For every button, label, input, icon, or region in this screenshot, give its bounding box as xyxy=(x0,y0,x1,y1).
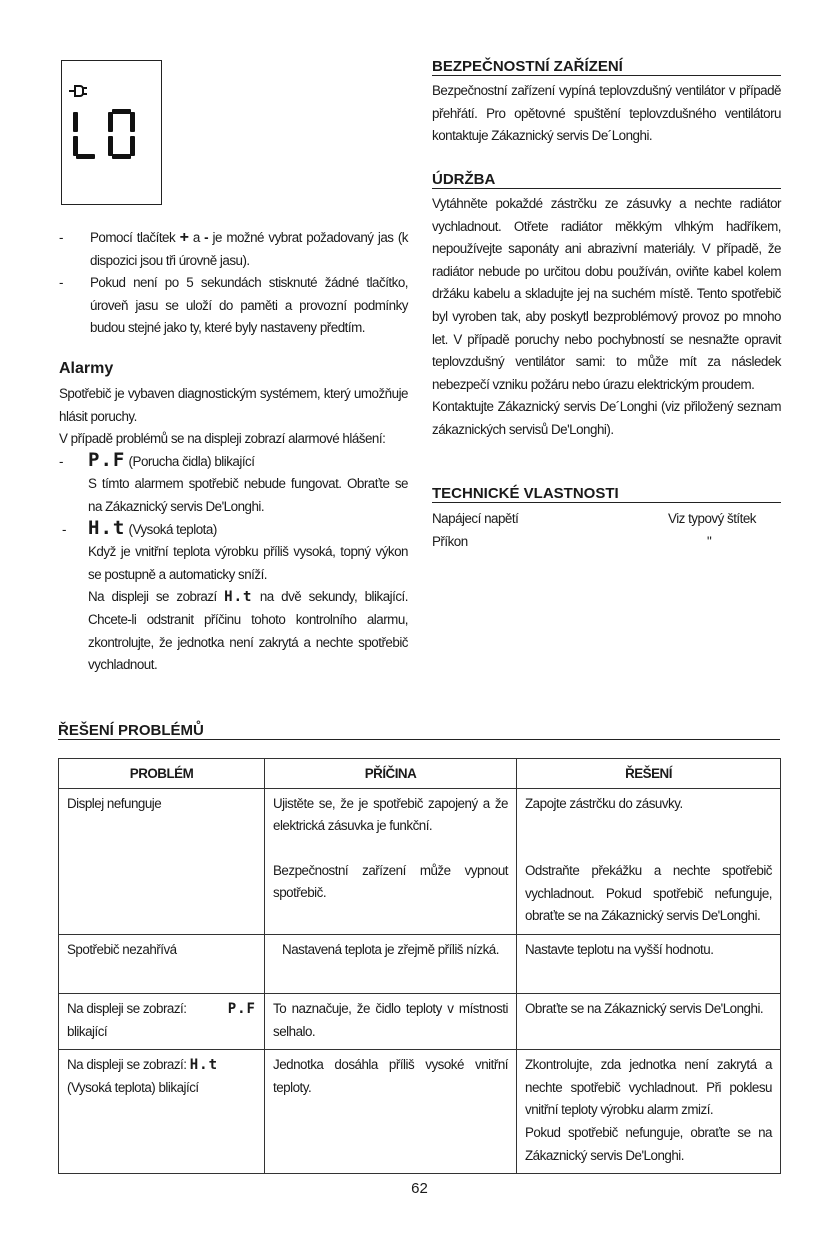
pf-code-glyph: P.F xyxy=(88,448,126,471)
alarm-label: (Vysoká teplota) xyxy=(125,521,217,537)
alarms-section xyxy=(59,383,408,677)
cause-cell: Jednotka dosáhla příliš vysoké vnitřní teploty. xyxy=(265,1050,517,1174)
column-header-cause: PŘÍČINA xyxy=(265,759,517,789)
problem-cell: Spotřebič nezahřívá xyxy=(59,934,265,993)
alarm-ht-item xyxy=(59,516,408,677)
cause-cell: Nastavená teplota je zřejmě příliš nízká. xyxy=(265,934,517,993)
cause-cell: To naznačuje, že čidlo teploty v místnosti selhalo. xyxy=(265,993,517,1049)
list-text: a xyxy=(188,230,205,245)
page-number: 62 xyxy=(411,1180,428,1197)
table-row xyxy=(59,993,781,1049)
list-item xyxy=(59,272,408,340)
spec-row xyxy=(432,531,772,554)
alarm-pf-item xyxy=(59,448,408,519)
specs-table xyxy=(432,508,772,553)
cause-text: Bezpečnostní zařízení může vypnout spotřebič. xyxy=(273,862,508,901)
alarms-intro2: V případě problémů se na displeji zobrazí alarmové hlášení: xyxy=(59,431,386,447)
solution-cell: Nastavte teplotu na vyšší hodnotu. xyxy=(517,934,781,993)
maintenance-section xyxy=(432,193,781,442)
table-row xyxy=(59,934,781,993)
problem-cell xyxy=(59,1050,265,1174)
spec-label: Napájecí napětí xyxy=(432,511,519,526)
list-dash: - xyxy=(59,275,63,291)
alarm-pf-description: S tímto alarmem spotřebič nebude fungovat. Obraťte se na Zákaznický servis De'Longhi. xyxy=(88,476,408,514)
problem-text: Na displeji se zobrazí: xyxy=(67,1000,187,1016)
list-text: je možné vybrat požadovaný jas (k dispozici jsou tři úrovně jasu). xyxy=(90,230,408,268)
list-text: Pokud není po 5 sekundách stisknuté žádné tlačítko, úroveň jasu se uloží do paměti a provozní podmínky budou stejné jako ty, které byly nastaveny předtím. xyxy=(90,275,408,336)
plug-icon xyxy=(69,86,87,96)
alarms-intro: Spotřebič je vybaven diagnostickým systémem, který umožňuje hlásit poruchy. xyxy=(59,386,408,424)
maintenance-contact: Kontaktujte Zákaznický servis De´Longhi (viz přiložený seznam zákaznických servisů De'Longhi). xyxy=(432,399,781,437)
solution-text: Zapojte zástrčku do zásuvky. xyxy=(525,795,683,811)
solution-text: Odstraňte překážku a nechte spotřebič vychladnout. Pokud spotřebič nefunguje, obraťte se na Zákaznický servis De'Longhi. xyxy=(525,863,772,924)
table-header-row xyxy=(59,759,781,789)
solution-text: Pokud spotřebič nefunguje, obraťte se na Zákaznický servis De'Longhi. xyxy=(525,1124,772,1163)
troubleshooting-table xyxy=(58,758,781,1174)
problem-text: (Vysoká teplota) blikající xyxy=(67,1079,199,1095)
spec-row xyxy=(432,508,772,531)
list-text: Pomocí tlačítek xyxy=(90,230,180,245)
brightness-instructions xyxy=(59,227,408,340)
pf-code-glyph: P.F xyxy=(227,1000,256,1017)
list-dash: - xyxy=(59,453,63,469)
segment-O-glyph xyxy=(108,109,135,159)
solution-cell xyxy=(517,1050,781,1174)
troubleshooting-heading: ŘEŠENÍ PROBLÉMŮ xyxy=(58,722,780,740)
ht-code-glyph-inline: H.t xyxy=(224,589,253,606)
solution-text: Zkontrolujte, zda jednotka není zakrytá a nechte spotřebič vychladnout. Při poklesu vnitřní teploty výrobku alarm zmizí. xyxy=(525,1057,772,1118)
spec-label: Příkon xyxy=(432,533,468,549)
problem-text: blikající xyxy=(67,1023,108,1039)
list-dash: - xyxy=(62,521,66,537)
list-item xyxy=(59,227,408,272)
alarm-ht-description: Když je vnitřní teplota výrobku příliš vysoká, topný výkon se postupně a automaticky sníží. xyxy=(88,544,408,582)
table-row xyxy=(59,1050,781,1174)
safety-heading: BEZPEČNOSTNÍ ZAŘÍZENÍ xyxy=(432,58,781,76)
safety-text: Bezpečnostní zařízení vypíná teplovzdušný ventilátor v případě přehřátí. Pro opětovné spuštění teplovzdušného ventilátoru kontaktuje Zákaznický servis De´Longhi. xyxy=(432,83,781,144)
specs-heading: TECHNICKÉ VLASTNOSTI xyxy=(432,485,781,503)
spec-value: Viz typový štítek xyxy=(668,511,757,526)
lcd-display-graphic xyxy=(62,61,160,203)
solution-cell: Obraťte se na Zákaznický servis De'Longhi. xyxy=(517,993,781,1049)
alarm-ht-description2 xyxy=(88,586,408,676)
spec-value: " xyxy=(707,533,712,549)
problem-line xyxy=(67,998,256,1021)
column-header-problem: PROBLÉM xyxy=(59,759,265,789)
list-dash: - xyxy=(59,230,63,245)
problem-line xyxy=(67,1054,256,1077)
solution-cell xyxy=(517,788,781,934)
alarms-heading: Alarmy xyxy=(59,360,114,377)
minus-sign: - xyxy=(204,230,209,245)
problem-cell xyxy=(59,993,265,1049)
problem-text: Na displeji se zobrazí: xyxy=(67,1057,190,1073)
cause-cell xyxy=(265,788,517,934)
maintenance-heading: ÚDRŽBA xyxy=(432,171,781,189)
cause-text: Ujistěte se, že je spotřebič zapojený a že elektrická zásuvka je funkční. xyxy=(273,795,508,834)
alarm-text: na dvě sekundy, blikající. Chcete-li odstranit příčinu tohoto kontrolního alarmu, zkontrolujte, že jednotka není zakrytá a nechte spotřebič vychladnout. xyxy=(88,589,408,673)
alarm-label: (Porucha čidla) blikající xyxy=(125,453,255,469)
alarm-text: Na displeji se zobrazí xyxy=(88,589,225,605)
ht-code-glyph: H.t xyxy=(189,1057,219,1074)
plus-sign: + xyxy=(179,229,189,246)
problem-cell: Displej nefunguje xyxy=(59,788,265,934)
lcd-readout: LO xyxy=(62,61,64,62)
lcd-display-illustration xyxy=(61,60,162,205)
table-row xyxy=(59,788,781,934)
ht-code-glyph: H.t xyxy=(88,516,126,539)
column-header-solution: ŘEŠENÍ xyxy=(517,759,781,789)
maintenance-text: Vytáhněte pokaždé zástrčku ze zásuvky a nechte radiátor vychladnout. Otřete radiátor měkkým vlhkým hadříkem, nepoužívejte saponáty ani abrazivní materiály. V případě, že radiátor nebude po určitou dobu používán, oviňte kabel kolem držáku kabelu a skladujte jej na suchém místě. Tento spotřebič byl vyroben tak, aby poskytl bezproblémový provoz po mnoho let. V případě poruchy nebo pochybností se nesnažte opravit teplovzdušný ventilátor sami: to může mít za následek nebezpečí vzniku požáru nebo úrazu elektrickým proudem. xyxy=(432,196,781,392)
segment-L-glyph xyxy=(73,112,95,159)
